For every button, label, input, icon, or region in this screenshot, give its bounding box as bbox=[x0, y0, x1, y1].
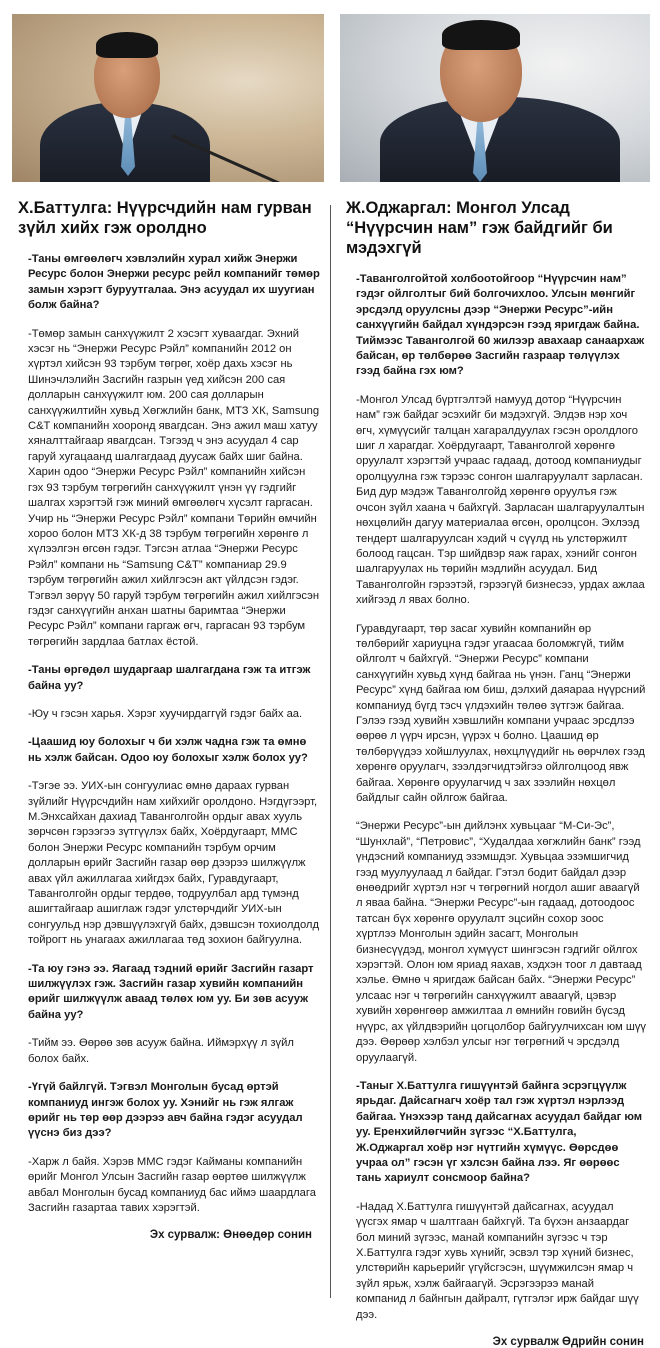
question-paragraph: -Үгүй байлгүй. Тэгвэл Монголын бусад өртэй компаниуд ингэж болох уу. Хэнийг нь гэж ялгаж өрийг нь төр өөр дээрээ авч байна гэдэг асуудал үүснэ биз дээ? bbox=[28, 1081, 303, 1140]
answer-paragraph: -Монгол Улсад бүртгэлтэй намууд дотор “Нүүрсчин нам” гэж байдаг эсэхийг би мэдэхгүй. Элдэв нэр хоч өгч, хүмүүсийг талцан хагаралдуулах гэсэн оролдлого шиг л харагдаг. Хоёрдугаарт, Таванголгой хөрөнгө оруулалт хэрэгтэй учраас гадаад, дотоод компаниудыг оролцуулна гэж тэрээс сонгон шалгаруулалт зарласан. Бид дур мэдэж Таванголгойд хөрөнгө оруулъя гэж очсон зүйл хаана ч байхгүй. Зарласан шалгаруулалтын нөхцөлийн дагуу материалаа өгсөн, оролцсон. Эхлээд тендерт шалгаруулсан хэдий ч сүүлд нь улстөржилт болоод гацсан. Тэр шийдвэр яаж гарах, хэнийг сонгон шалгаруулах нь төрийн мэдлийн асуудал. Бид Таванголгойн гэрээтэй, гэрээгүй бизнесээ, урдах ажлаа хийгээд л явах болно. bbox=[356, 393, 645, 607]
article-body-right bbox=[340, 272, 650, 1323]
headline-left: Х.Баттулга: Нүүрсчдийн нам гурван зүйл хийх гэж оролдно bbox=[18, 199, 312, 237]
portrait-photo-right bbox=[340, 14, 650, 182]
answer-paragraph: -Тэгэе ээ. УИХ-ын сонгуулиас өмнө дараах гурван зүйлийг Нүүрсчдийн нам хийхийг оролдоно. Нэгдүгээрт, М.Энхсайхан дахиад Таванголгойн ордыг авах хууль зөрчсөн гэрээгээ зүтгүүлэх байх, Хоёрдугаарт, ММС болон Энержи Ресурс компанийн тэрбум орчим долларын өрийг Засгийн газар өөр дээрээ шилжүүлж авах үйл ажиллагаа хийгдэх байх, Гуравдугаарт, Таванголгойн ордыг тердөө, тодруулбал ард түмэнд ашигтайгаар ашиглаж гэдэг улстөрчдийг УИХ-ын сонгуульд нэр дэвшүүлэхгүй байх, дэвшсэн тохиолдолд тойрогт нь унагаах ажиллагаа төд зохион байгуулна. bbox=[28, 780, 319, 947]
question-paragraph: -Та юу гэнэ ээ. Яагаад тэдний өрийг Засгийн газарт шилжүүлэх гэж. Засгийн газар хувийн компанийн өрийг шилжүүлж аваад төлөх юм уу. Би зөв асууж байна уу? bbox=[28, 962, 314, 1021]
question-paragraph: -Цаашид юу болохыг ч би хэлж чадна гэж та өмнө нь хэлж байсан. Одоо юу болохыг хэлж болох уу? bbox=[28, 736, 308, 764]
article-body-left bbox=[12, 252, 324, 1216]
answer-paragraph: -Надад Х.Баттулга гишүүнтэй дайсагнах, асуудал үүсгэх ямар ч шалтгаан байхгүй. Та бүхэн анзаардаг бол миний зүгээс, манай компанийн зүгээс ч тэр Х.Баттулга гэдэг хувь хүнийг, эсвэл тэр хүний бизнес, улстөрийн карьерийг үгүйсгэсэн, шүүмжилсэн ямар ч зүйл ярьж, хэлж байгаагүй. Эсрэгээрээ манай компанид л байнгын дайралт, гүтгэлэг ирж байдаг шүү дээ. bbox=[356, 1200, 639, 1321]
column-divider bbox=[330, 205, 331, 1298]
headline-right: Ж.Оджаргал: Монгол Улсад “Нүүрсчин нам” гэж байдгийг би мэдэхгүй bbox=[346, 199, 613, 257]
figure-hair bbox=[442, 20, 520, 50]
answer-paragraph: Гуравдугаарт, төр засаг хувийн компанийн өр төлбөрийг хариуцна гэдэг угаасаа боломжгүй, тийм ойлголт ч байхгүй. “Энержи Ресурс” компани санхүүгийн хувьд хүнд байгаа нь үнэн. Ганц “Энержи Ресурс” хүнд байгаа юм биш, дэлхий даяараа нүүрсний компаниуд бүгд тэсч үлдэхийн төлөө зүтгэж байгаа. Гэлээ гээд хувийн хэвшлийн компани учраас эрсдлээ өөрөө л үүрч ирсэн, үүрэх ч болно. Цаашид өр төлбөрүүдээ хойшлуулах, нөхцлүүдийг нь өөрчлөх гээд хөрөнгө оруулагч, зээлдэгчидтэйгээ ойлголцоод явж байгаа. Хөрөнгө оруулагчид ч зах зээлийн нөхцөл байдлыг сайн ойлгож байгаа. bbox=[356, 622, 646, 804]
question-paragraph: -Таны өмгөөлөгч хэвлэлийн хурал хийж Энержи Ресурс болон Энержи ресурс рейл компанийг төмөр замын хэрэгт буруутгалаа. Энэ асуудал их шуугиан болж байна? bbox=[28, 253, 320, 312]
answer-paragraph: -Юу ч гэсэн харья. Хэрэг хуучирдаггүй гэдэг байх аа. bbox=[28, 707, 303, 720]
question-paragraph: -Таванголгойтой холбоотойгоор “Нүүрсчин нам” гэдэг ойлголтыг бий болгочихлоо. Улсын мөнгийг эрсдэлд оруулсны дээр “Энержи Ресурс”-ийн санхүүгийн байдал хүндэрсэн гээд яригдаж байна. Тиймээс Таванголгой 60 жилээр авахаар санаархаж байсан, өр төлбөрөө Засгийн газраар төлүүлэх гээд байна гэх юм? bbox=[356, 273, 645, 378]
source-credit-right: Эх сурвалж Өдрийн сонин bbox=[492, 1336, 644, 1348]
question-paragraph: -Таны өргөдөл шударгаар шалгагдана гэж та итгэж байна уу? bbox=[28, 664, 311, 692]
left-article bbox=[12, 0, 324, 1241]
answer-paragraph: -Харж л байя. Хэрэв ММС гэдэг Кайманы компанийн өрийг Монгол Улсын Засгийн газар өөртөө шилжүүлж авбал Монголын бусад компаниуд бас иймэ шаардлага Засгийн газартаа тавих хэрэгтэй. bbox=[28, 1155, 316, 1214]
portrait-photo-left bbox=[12, 14, 324, 182]
answer-paragraph: -Тийм ээ. Өөрөө зөв асууж байна. Иймэрхүү л зүйл болох байх. bbox=[28, 1037, 294, 1065]
figure-hair bbox=[96, 32, 158, 58]
source-credit-left: Эх сурвалж: Өнөөдөр сонин bbox=[149, 1229, 312, 1242]
answer-paragraph: -Төмөр замын санхүүжилт 2 хэсэгт хуваагдаг. Эхний хэсэг нь “Энержи Ресурс Рэйл” компанийн 2012 он хүртэл хийсэн 93 тэрбум төгрөг, хоёр дахь хэсэг нь Шинэчлэлийн Засгийн газрын үед хийсэн 200 сая долларын санхүүжилт юм. 200 сая долларын санхүүжилтийн хувьд Хөгжлийн банк, МТЗ ХК, Samsung C&T компанийн хооронд явагдсан. Энэ ажил маш хатуу хяналттайгаар явагдсан. Тэгээд ч энэ асуудал 4 сар гаруй хугацаанд шалгагдаад дуусаж байх шиг байна. Харин одоо “Энержи Ресурс Рэйл” компанийн хийсэн гэх 93 тэрбум төгрөгийн санхүүжилт үнэн үү гэдгийг шалгах хэрэгтэй гэж миний өмгөөлөгч хүсэлт гаргасан. Учир нь “Энержи Ресурс Рэйл” компани Төрийн өмчийн хороо болон МТЗ ХК-д 38 тэрбум төгрөгийн хөрөнгө л хүлээлгэн өгсөн гэдэг. Тэгсэн атлаа “Энержи Ресурс Рэйл” компани нь “Samsung C&T” компаниар 29.9 тэрбум төгрөгийн ажил хийлгэсэн акт үйлдсэн гэдэг. Тэгвэл зөрүү 50 гаруй тэрбум төгрөгийн ажил хийлгэсэн гэдэг санхүүгийн анхан шатны баримтаа “Энержи Ресурс Рэйл” компани гаргаж өгч, гаргасан 93 тэрбум төгрөгийн зардлаа батлах ёстой. bbox=[28, 327, 320, 648]
question-paragraph: -Таныг Х.Баттулга гишүүнтэй байнга эсрэгцүүлж ярьдаг. Дайсагнагч хоёр тал гэж хүртэл нэрлээд байгаа. Үнэхээр танд дайсагнах асуудал байдаг юм уу. Еренхийлөгчийн зүгээс “Х.Баттулга, Ж.Оджаргал хоёр нэг нүтгийн хүмүүс. Өөрсдөө учраа ол” гэсэн үг хэлсэн байна лээ. Яг өөрөөс тань хариулт сонсмоор байна? bbox=[356, 1079, 643, 1185]
answer-paragraph: “Энержи Ресурс”-ын дийлэнх хувьцааг “М-Си-Эс”, “Шунхлай”, “Петровис”, “Худалдаа хөгжлийн банк” гээд үндэсний компаниуд эзэмшдэг. Хувьцаа эзэмшигчид гээд муулуулаад л байдаг. Гэтэл бодит байдал дээр өнөөдрийг хүртэл нэг ч төгрөгний ногдол ашиг аваагүй л яваа байна. “Энержи Ресурс”-ын гадаад, дотоодоос татсан бүх хөрөнгө оруулалт эцсийн сохор зоос хүртлээ Монголын эдийн засагт, Монголын бизнесүүдэд, монгол хүмүүст шингэсэн гэдгийг ойлгох хэрэгтэй. Олон юм яриад яахав, хэдхэн тоог л давтаад хэлье. Өмнө ч яригдаж байсан байх. “Энержи Ресурс” улсаас нэг ч төгрөгийн санхүүжилт аваагүй, цэвэр хувийн хөрөнгөөр амжилтаа л өмнийн говийн бүсэд нүүрс, ах үйлдвэрийн цогцолбор байгуулчихсан юм шүү дээ. Өөрөөр хэлбэл улсыг нэг төгрөгний ч эрсдэлд оруулаагүй. bbox=[356, 820, 647, 1064]
right-article bbox=[340, 0, 650, 1348]
